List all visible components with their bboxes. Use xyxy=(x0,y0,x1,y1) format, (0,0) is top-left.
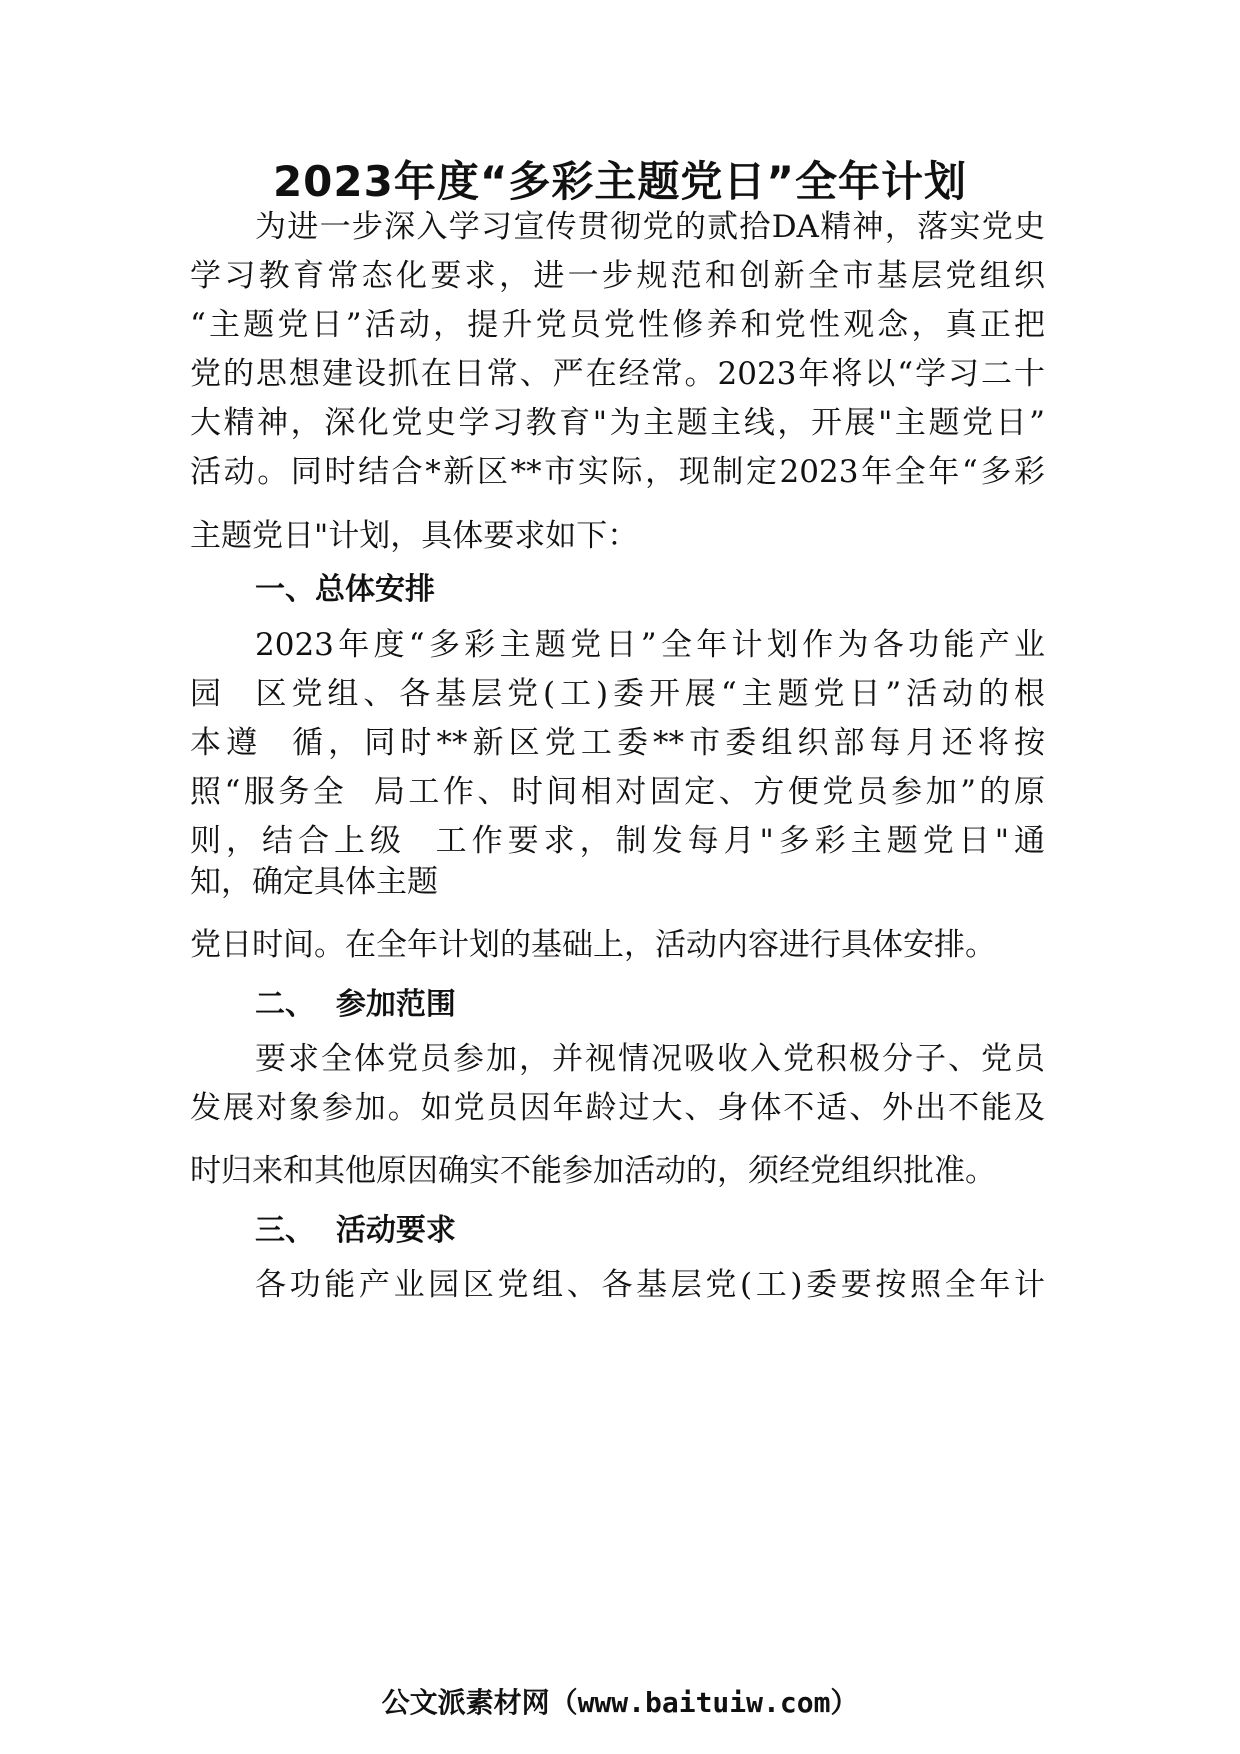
section1-line: 2023年度“多彩主题党日”全年计划作为各功能产业 xyxy=(255,627,1045,663)
intro-line: 学习教育常态化要求，进一步规范和创新全市基层党组织 xyxy=(190,258,1045,294)
intro-line: 活动。同时结合*新区**市实际，现制定2023年全年“多彩 xyxy=(190,454,1045,490)
intro-line: 大精神，深化党史学习教育"为主题主线，开展"主题党日” xyxy=(190,405,1045,441)
section2-line: 要求全体党员参加，并视情况吸收入党积极分子、党员 xyxy=(255,1041,1045,1077)
section1-line: 本遵 循，同时**新区党工委**市委组织部每月还将按 xyxy=(190,725,1045,761)
footer-source: 公文派素材网（www.baituiw.com） xyxy=(381,1686,859,1719)
section1-line: 园 区党组、各基层党(工)委开展“主题党日”活动的根 xyxy=(190,676,1045,712)
section-heading-overall: 一、总体安排 xyxy=(255,572,435,607)
section3-line: 各功能产业园区党组、各基层党(工)委要按照全年计 xyxy=(255,1267,1045,1303)
intro-line: 党的思想建设抓在日常、严在经常。2023年将以“学习二十 xyxy=(190,356,1045,392)
intro-line: 主题党日"计划，具体要求如下： xyxy=(190,518,639,554)
section2-line: 时归来和其他原因确实不能参加活动的，须经党组织批准。 xyxy=(190,1153,996,1189)
section2-line: 发展对象参加。如党员因年龄过大、身体不适、外出不能及 xyxy=(190,1090,1045,1126)
section-heading-scope: 二、 参加范围 xyxy=(255,987,456,1022)
section1-line: 知，确定具体主题 xyxy=(190,864,438,900)
section1-line: 则，结合上级 工作要求，制发每月"多彩主题党日"通 xyxy=(190,823,1045,859)
section1-line: 照“服务全 局工作、时间相对固定、方便党员参加”的原 xyxy=(190,774,1045,810)
document-title: 2023年度“多彩主题党日”全年计划 xyxy=(272,157,968,206)
intro-line: “主题党日”活动，提升党员党性修养和党性观念，真正把 xyxy=(190,307,1045,343)
section1-line: 党日时间。在全年计划的基础上，活动内容进行具体安排。 xyxy=(190,927,996,963)
intro-line: 为进一步深入学习宣传贯彻党的贰拾DA精神，落实党史 xyxy=(255,209,1045,245)
section-heading-requirements: 三、 活动要求 xyxy=(255,1213,456,1248)
